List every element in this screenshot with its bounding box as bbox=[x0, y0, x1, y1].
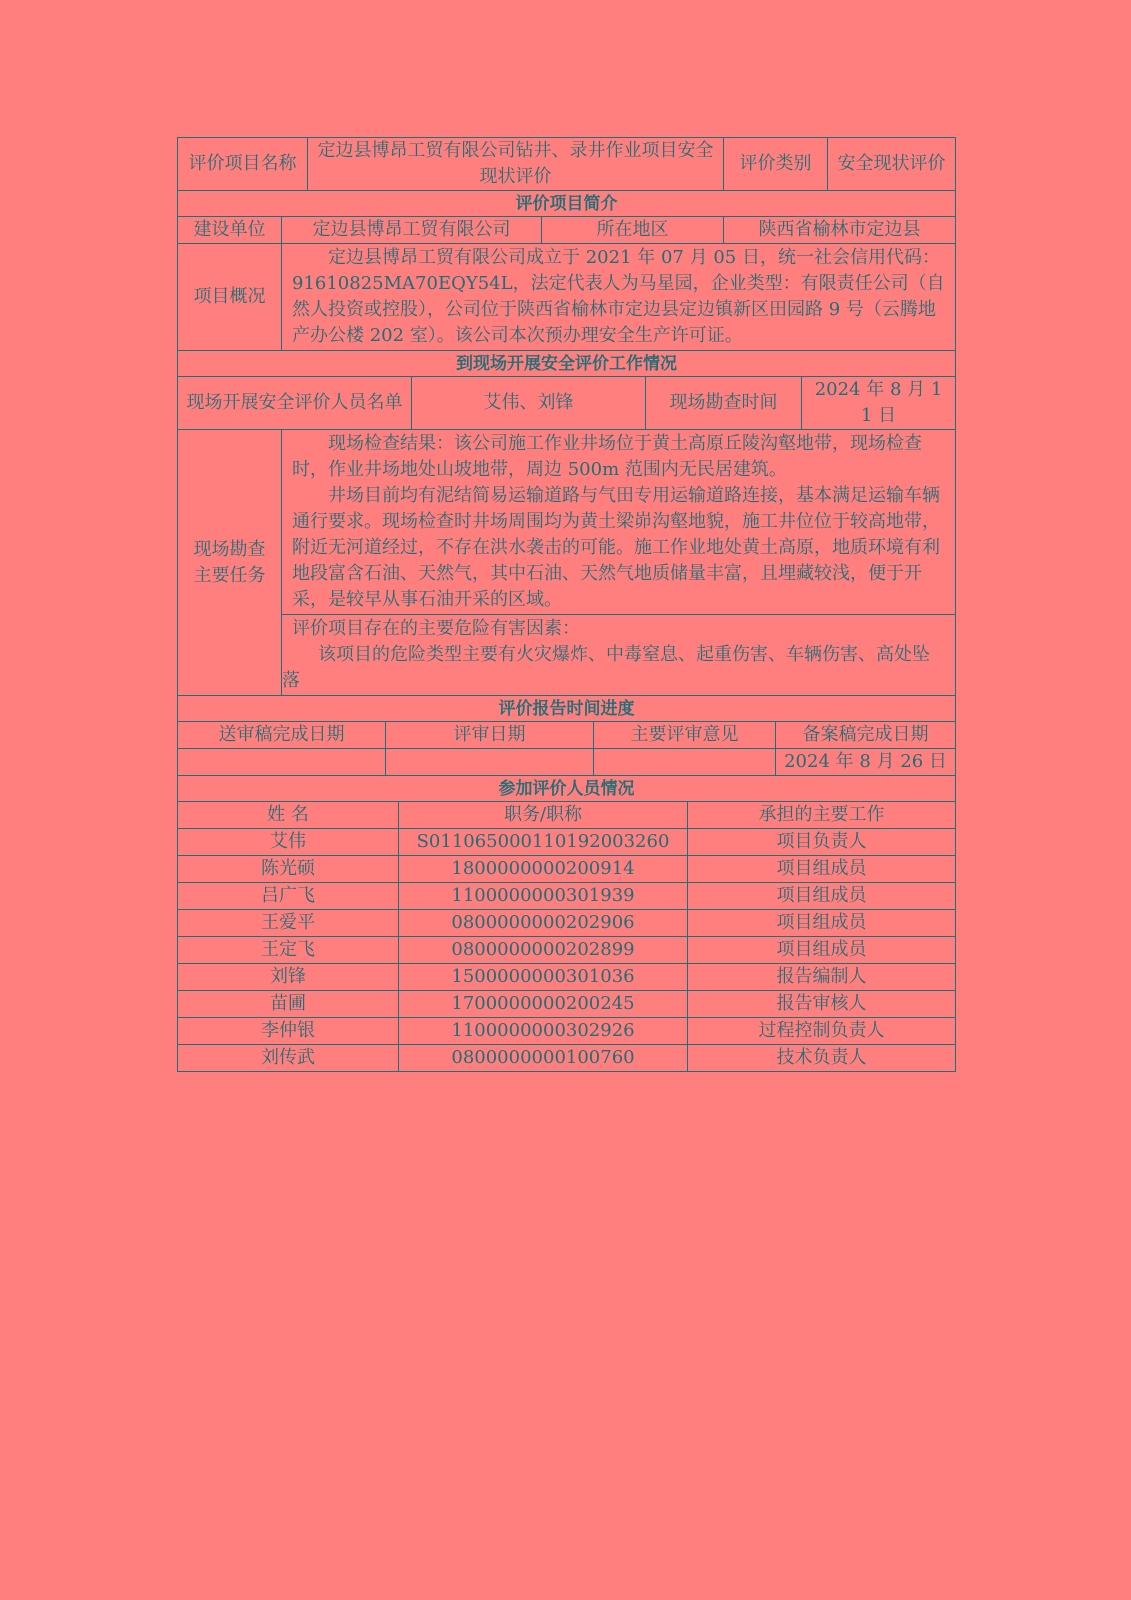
table-row bbox=[178, 963, 956, 990]
overview-row bbox=[178, 244, 956, 351]
person-name: 苗圃 bbox=[178, 990, 399, 1017]
personnel-section-title: 参加评价人员情况 bbox=[178, 776, 956, 802]
schedule-header-submit: 送审稿完成日期 bbox=[178, 722, 386, 749]
region-value: 陕西省榆林市定边县 bbox=[724, 217, 956, 244]
survey-time-value: 2024 年 8 月 11 日 bbox=[802, 377, 956, 430]
survey-time-label: 现场勘查时间 bbox=[646, 377, 802, 430]
person-role: 报告编制人 bbox=[688, 963, 956, 990]
person-cert: 0800000000202899 bbox=[399, 936, 688, 963]
region-label: 所在地区 bbox=[542, 217, 724, 244]
risk-text: 该项目的危险类型主要有火灾爆炸、中毒窒息、起重伤害、车辆伤害、高处坠落 bbox=[282, 644, 930, 691]
project-name-label: 评价项目名称 bbox=[178, 138, 308, 191]
person-role: 技术负责人 bbox=[688, 1044, 956, 1071]
person-cert: 1500000000301036 bbox=[399, 963, 688, 990]
main-table bbox=[177, 137, 956, 802]
eval-type-value: 安全现状评价 bbox=[828, 138, 956, 191]
person-name: 刘锋 bbox=[178, 963, 399, 990]
personnel-header-work: 承担的主要工作 bbox=[688, 801, 956, 828]
person-name: 王定飞 bbox=[178, 936, 399, 963]
person-role: 过程控制负责人 bbox=[688, 1017, 956, 1044]
person-role: 项目组成员 bbox=[688, 882, 956, 909]
table-row bbox=[178, 909, 956, 936]
personnel-header-title: 职务/职称 bbox=[399, 801, 688, 828]
person-role: 项目组成员 bbox=[688, 936, 956, 963]
person-role: 项目负责人 bbox=[688, 828, 956, 855]
table-row bbox=[178, 936, 956, 963]
person-name: 刘传武 bbox=[178, 1044, 399, 1071]
person-cert: 1700000000200245 bbox=[399, 990, 688, 1017]
schedule-value-review bbox=[386, 749, 594, 776]
schedule-value-submit bbox=[178, 749, 386, 776]
person-cert: 0800000000100760 bbox=[399, 1044, 688, 1071]
table-row bbox=[178, 828, 956, 855]
task-label: 现场勘查主要任务 bbox=[178, 430, 282, 696]
staff-label: 现场开展安全评价人员名单 bbox=[178, 377, 412, 430]
personnel-table bbox=[177, 801, 956, 1072]
header-row bbox=[178, 138, 956, 191]
schedule-value-row bbox=[178, 749, 956, 776]
person-name: 吕广飞 bbox=[178, 882, 399, 909]
personnel-header-row bbox=[178, 801, 956, 828]
person-cert: 1100000000302926 bbox=[399, 1017, 688, 1044]
personnel-header-name: 姓 名 bbox=[178, 801, 399, 828]
overview-label: 项目概况 bbox=[178, 244, 282, 351]
person-role: 项目组成员 bbox=[688, 909, 956, 936]
schedule-header-review: 评审日期 bbox=[386, 722, 594, 749]
task-paragraph-1: 现场检查结果：该公司施工作业井场位于黄土高原丘陵沟壑地带，现场检查时，作业井场地处山坡地带，周边 500m 范围内无民居建筑。 bbox=[292, 433, 922, 480]
person-cert: 1800000000200914 bbox=[399, 855, 688, 882]
builder-value: 定边县博昂工贸有限公司 bbox=[282, 217, 542, 244]
risk-row bbox=[178, 615, 956, 696]
schedule-header-opinion: 主要评审意见 bbox=[594, 722, 776, 749]
person-cert: S011065000110192003260 bbox=[399, 828, 688, 855]
schedule-value-filing: 2024 年 8 月 26 日 bbox=[776, 749, 956, 776]
eval-type-label: 评价类别 bbox=[724, 138, 828, 191]
overview-text: 定边县博昂工贸有限公司成立于 2021 年 07 月 05 日，统一社会信用代码：91610825MA70EQY54L，法定代表人为马星园，企业类型：有限责任公司（自然人投资或控股），公司位于陕西省榆林市定边县定边镇新区田园路 9 号（云腾地产办公楼 202 室）。该公司本次预办理安全生产许可证。 bbox=[292, 247, 945, 346]
intro-section-title: 评价项目简介 bbox=[178, 191, 956, 217]
table-row bbox=[178, 1017, 956, 1044]
person-name: 李仲银 bbox=[178, 1017, 399, 1044]
task-paragraph-2: 井场目前均有泥结简易运输道路与气田专用运输道路连接，基本满足运输车辆通行要求。现场检查时井场周围均为黄土梁峁沟壑地貌，施工井位位于较高地带，附近无河道经过，不存在洪水袭击的可能。施工作业地处黄土高原，地质环境有利地段富含石油、天然气，其中石油、天然气地质储量丰富，且埋藏较浅，便于开采，是较早从事石油开采的区域。 bbox=[292, 485, 940, 610]
schedule-section-title: 评价报告时间进度 bbox=[178, 696, 956, 722]
person-role: 报告审核人 bbox=[688, 990, 956, 1017]
risk-title: 评价项目存在的主要危险有害因素： bbox=[292, 618, 580, 639]
staff-row bbox=[178, 377, 956, 430]
person-cert: 1100000000301939 bbox=[399, 882, 688, 909]
schedule-header-filing: 备案稿完成日期 bbox=[776, 722, 956, 749]
person-cert: 0800000000202906 bbox=[399, 909, 688, 936]
project-name-value: 定边县博昂工贸有限公司钻井、录井作业项目安全现状评价 bbox=[308, 138, 724, 191]
person-name: 王爱平 bbox=[178, 909, 399, 936]
task-row bbox=[178, 430, 956, 615]
table-row bbox=[178, 855, 956, 882]
staff-value: 艾伟、刘锋 bbox=[412, 377, 646, 430]
schedule-header-row bbox=[178, 722, 956, 749]
schedule-value-opinion bbox=[594, 749, 776, 776]
site-section-title: 到现场开展安全评价工作情况 bbox=[178, 351, 956, 377]
person-role: 项目组成员 bbox=[688, 855, 956, 882]
builder-label: 建设单位 bbox=[178, 217, 282, 244]
table-row bbox=[178, 882, 956, 909]
person-name: 艾伟 bbox=[178, 828, 399, 855]
table-row bbox=[178, 1044, 956, 1071]
table-row bbox=[178, 990, 956, 1017]
builder-row bbox=[178, 217, 956, 244]
person-name: 陈光硕 bbox=[178, 855, 399, 882]
evaluation-document bbox=[177, 137, 955, 1072]
